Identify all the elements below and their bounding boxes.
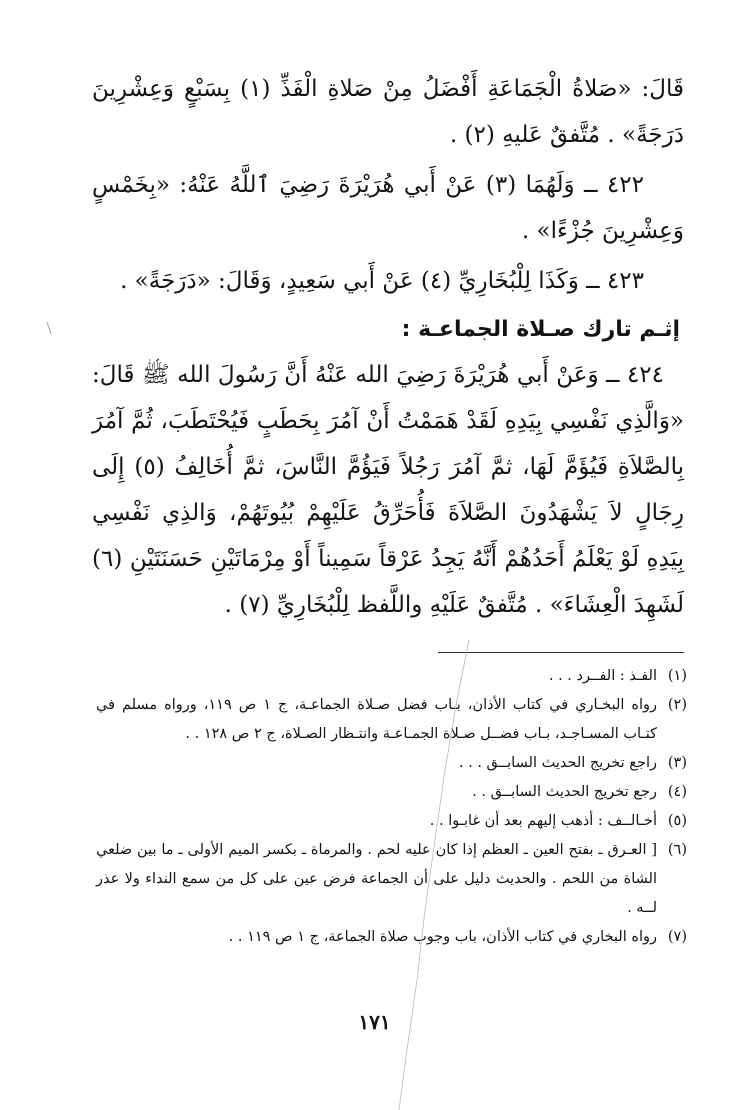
footnote-item (96, 807, 687, 836)
footnote-separator (438, 652, 684, 653)
scan-artifact-mark (46, 322, 52, 334)
footnote-item (96, 662, 687, 691)
hadith-421-continuation: قَالَ: «صَلاةُ الْجَمَاعَةِ أَفْضَلُ مِنْ صَلاةِ الْفَذِّ (١) بِسَبْعٍ وَعِشْرِينَ دَرَجَةً» . مُتَّفقٌ عَليهِ (٢) . (92, 76, 684, 148)
main-text (92, 66, 684, 628)
footnote-number: (٢) (667, 697, 687, 713)
footnotes (96, 662, 687, 952)
footnote-item (96, 836, 687, 923)
footnote-number: (٣) (667, 755, 687, 771)
footnote-item (96, 778, 687, 807)
footnote-text: رواه البخـاري في كتاب الأذان، بـاب فضل صـلاة الجماعـة، ج ١ ص ١١٩، ورواه مسلم في كتـاب المسـاجـد، بـاب فضــل صـلاة الجمـاعـة وانتـظار الصـلاة، ج ٢ ص ١٢٨ . . (96, 697, 657, 742)
footnote-number: (٥) (667, 813, 687, 829)
footnote-item (96, 923, 687, 952)
footnote-number: (٦) (667, 842, 687, 858)
footnote-text: راجع تخريج الحديث السابــق . . . (458, 755, 657, 771)
footnote-text: الفـذ : الفــرد . . . (548, 668, 657, 684)
footnote-number: (١) (667, 668, 687, 684)
footnote-number: (٤) (667, 784, 687, 800)
footnote-text: أخـالــف : أذهب إليهم بعد أن غابـوا . . (429, 813, 657, 829)
hadith-424: ٤٢٤ ــ وَعَنْ أَبي هُرَيْرَةَ رَضِيَ الله عَنْهُ أَنَّ رَسُولَ الله ﷺ قَالَ: «وَالَّذِي نَفْسِي بِيَدِهِ لَقَدْ هَمَمْتُ أَنْ آمُرَ بِحَطَبٍ فَيُحْتَطَبَ، ثُمَّ آمُرَ بِالصَّلاَةِ فَيُؤَمَّ لَهَا، ثمَّ آمُرَ رَجُلاً فَيَؤُمَّ النَّاسَ، ثمَّ أُخَالِفُ (٥) إِلَى رِجَالٍ لاَ يَشْهَدُونَ الصَّلاَةَ فَأُحَرِّقُ عَلَيْهِمْ بُيُوتَهُمْ، وَالذِي نَفْسِي بِيَدِهِ لَوْ يَعْلَمُ أَحَدُهُمْ أَنَّهُ يَجِدُ عَرْقاً سَمِيناً أَوْ مِرْمَاتَيْنِ حَسَنَتَيْنِ (٦) لَشَهِدَ الْعِشَاءَ» . مُتَّفقٌ عَلَيْهِ واللَّفظ لِلْبُخَارِيِّ (٧) . (92, 362, 684, 618)
hadith-423: ٤٢٣ ــ وَكَذَا لِلْبُخَارِيِّ (٤) عَنْ أَبي سَعِيدٍ، وَقَالَ: «دَرَجَةً» . (120, 268, 644, 294)
footnote-text: [ العـرق ـ بفتح العين ـ العظم إذا كان عليه لحم . والمرماة ـ بكسر الميم الأولى ـ ما بين ضلعي الشاة من اللحم . والحديث دليل على أن الجماعة فرض عين على كل من سمع النداء ولا عذر لــه . (96, 842, 657, 916)
section-heading: إثـم تارك صـلاة الجماعـة : (401, 317, 680, 342)
footnote-number: (٧) (667, 929, 687, 945)
page-number: ١٧١ (358, 1010, 391, 1034)
footnote-text: رجع تخريج الحديث السابــق . . (472, 784, 657, 800)
hadith-422: ٤٢٢ ــ وَلَهُمَا (٣) عَنْ أَبي هُرَيْرَةَ رَضِيَ ٱللَّهُ عَنْهُ: «بِخَمْسٍ وَعِشْرِينَ جُزْءًا» . (92, 172, 684, 244)
footnote-text: رواه البخاري في كتاب الأذان، باب وجوب صلاة الجماعة، ج ١ ص ١١٩ . . (228, 929, 657, 945)
footnote-item (96, 749, 687, 778)
footnote-item (96, 691, 687, 749)
